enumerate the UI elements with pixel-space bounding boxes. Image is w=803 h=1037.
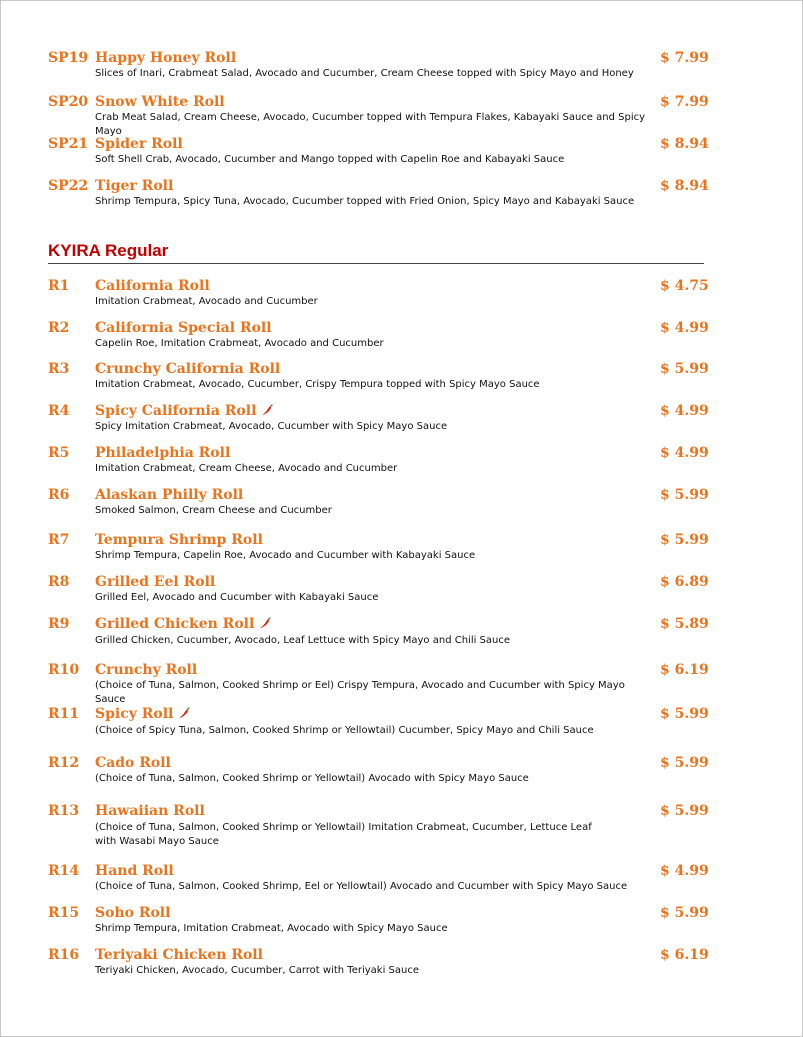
item-price: $ 4.75 <box>660 278 709 294</box>
item-name: Alaskan Philly Roll <box>95 487 244 503</box>
item-description: Grilled Chicken, Cucumber, Avocado, Leaf Lettuce with Spicy Mayo and Chili Sauce <box>95 635 511 646</box>
item-name: Spider Roll <box>95 136 183 152</box>
item-name: Crunchy Roll <box>95 662 198 678</box>
item-code: R14 <box>48 863 80 879</box>
item-code: SP19 <box>48 50 89 66</box>
item-description: Soft Shell Crab, Avocado, Cucumber and Mango topped with Capelin Roe and Kabayaki Sauce <box>95 154 565 165</box>
item-description: Shrimp Tempura, Spicy Tuna, Avocado, Cucumber topped with Fried Onion, Spicy Mayo and Kabayaki Sauce <box>95 196 635 207</box>
item-price: $ 4.99 <box>660 403 709 419</box>
item-description: Imitation Crabmeat, Avocado, Cucumber, Crispy Tempura topped with Spicy Mayo Sauce <box>95 379 540 390</box>
item-price: $ 4.99 <box>660 863 709 879</box>
item-description: Smoked Salmon, Cream Cheese and Cucumber <box>95 505 332 516</box>
item-description: Imitation Crabmeat, Cream Cheese, Avocado and Cucumber <box>95 463 398 474</box>
chili-pepper-icon <box>259 617 271 629</box>
item-name: Tempura Shrimp Roll <box>95 532 263 548</box>
item-name-with-chili <box>95 402 273 420</box>
item-name: Hand Roll <box>95 863 174 879</box>
section-title: KYIRA Regular <box>48 241 169 260</box>
item-code: R12 <box>48 755 80 771</box>
item-code: R16 <box>48 947 80 963</box>
item-name-with-chili <box>95 615 271 633</box>
item-code: SP20 <box>48 94 89 110</box>
item-price: $ 7.99 <box>660 50 709 66</box>
item-code: R5 <box>48 445 70 461</box>
item-code: R3 <box>48 361 70 377</box>
item-description: Shrimp Tempura, Imitation Crabmeat, Avocado with Spicy Mayo Sauce <box>95 923 448 934</box>
item-name: Soho Roll <box>95 905 171 921</box>
item-price: $ 6.19 <box>660 947 709 963</box>
item-description: (Choice of Tuna, Salmon, Cooked Shrimp or Yellowtail) Avocado with Spicy Mayo Sauce <box>95 773 529 784</box>
item-price: $ 5.99 <box>660 706 709 722</box>
item-price: $ 8.94 <box>660 136 709 152</box>
item-name: Philadelphia Roll <box>95 445 231 461</box>
item-price: $ 5.99 <box>660 803 709 819</box>
item-name: Cado Roll <box>95 755 171 771</box>
item-name: Spicy California Roll <box>95 403 257 419</box>
item-name: Snow White Roll <box>95 94 225 110</box>
item-name: Hawaiian Roll <box>95 803 205 819</box>
item-code: R2 <box>48 320 70 336</box>
item-code: R9 <box>48 616 70 632</box>
item-price: $ 5.99 <box>660 532 709 548</box>
item-code: SP22 <box>48 178 89 194</box>
item-name-with-chili <box>95 705 190 723</box>
item-name: Crunchy California Roll <box>95 361 281 377</box>
chili-pepper-icon <box>261 404 273 416</box>
item-price: $ 6.19 <box>660 662 709 678</box>
section-divider <box>48 263 704 264</box>
item-price: $ 4.99 <box>660 320 709 336</box>
item-description: Crab Meat Salad, Cream Cheese, Avocado, Cucumber topped with Tempura Flakes, Kabayaki Sauce and Spicy Mayo <box>95 112 646 137</box>
item-code: R15 <box>48 905 80 921</box>
item-code: R10 <box>48 662 80 678</box>
chili-pepper-icon <box>178 707 190 719</box>
item-code: R8 <box>48 574 70 590</box>
item-code: R1 <box>48 278 70 294</box>
item-description: Spicy Imitation Crabmeat, Avocado, Cucumber with Spicy Mayo Sauce <box>95 421 448 432</box>
item-name: Spicy Roll <box>95 706 174 722</box>
item-name: Grilled Eel Roll <box>95 574 216 590</box>
item-description: Teriyaki Chicken, Avocado, Cucumber, Carrot with Teriyaki Sauce <box>95 965 419 976</box>
item-price: $ 5.99 <box>660 755 709 771</box>
item-description: (Choice of Tuna, Salmon, Cooked Shrimp or Yellowtail) Imitation Crabmeat, Cucumber, Lettuce Leaf with Wasabi Mayo Sauce <box>95 822 592 847</box>
item-description: Slices of Inari, Crabmeat Salad, Avocado and Cucumber, Cream Cheese topped with Spicy Mayo and Honey <box>95 68 634 79</box>
item-name: California Special Roll <box>95 320 272 336</box>
item-price: $ 4.99 <box>660 445 709 461</box>
item-name: California Roll <box>95 278 210 294</box>
item-description: Imitation Crabmeat, Avocado and Cucumber <box>95 296 318 307</box>
item-code: R7 <box>48 532 70 548</box>
item-price: $ 5.89 <box>660 616 709 632</box>
item-price: $ 5.99 <box>660 905 709 921</box>
item-price: $ 8.94 <box>660 178 709 194</box>
item-description: (Choice of Spicy Tuna, Salmon, Cooked Shrimp or Yellowtail) Cucumber, Spicy Mayo and Chili Sauce <box>95 725 594 736</box>
item-description: (Choice of Tuna, Salmon, Cooked Shrimp, Eel or Yellowtail) Avocado and Cucumber with Spicy Mayo Sauce <box>95 881 628 892</box>
item-code: R4 <box>48 403 70 419</box>
item-description: Grilled Eel, Avocado and Cucumber with Kabayaki Sauce <box>95 592 379 603</box>
item-price: $ 5.99 <box>660 487 709 503</box>
item-price: $ 5.99 <box>660 361 709 377</box>
item-description: (Choice of Tuna, Salmon, Cooked Shrimp or Eel) Crispy Tempura, Avocado and Cucumber with Spicy Mayo Sauce <box>95 680 625 705</box>
item-description: Capelin Roe, Imitation Crabmeat, Avocado and Cucumber <box>95 338 384 349</box>
item-name: Happy Honey Roll <box>95 50 237 66</box>
item-description: Shrimp Tempura, Capelin Roe, Avocado and Cucumber with Kabayaki Sauce <box>95 550 476 561</box>
item-price: $ 7.99 <box>660 94 709 110</box>
item-price: $ 6.89 <box>660 574 709 590</box>
item-code: R13 <box>48 803 80 819</box>
item-code: R6 <box>48 487 70 503</box>
item-code: R11 <box>48 706 80 722</box>
item-name: Tiger Roll <box>95 178 174 194</box>
item-name: Teriyaki Chicken Roll <box>95 947 263 963</box>
item-name: Grilled Chicken Roll <box>95 616 255 632</box>
item-code: SP21 <box>48 136 89 152</box>
